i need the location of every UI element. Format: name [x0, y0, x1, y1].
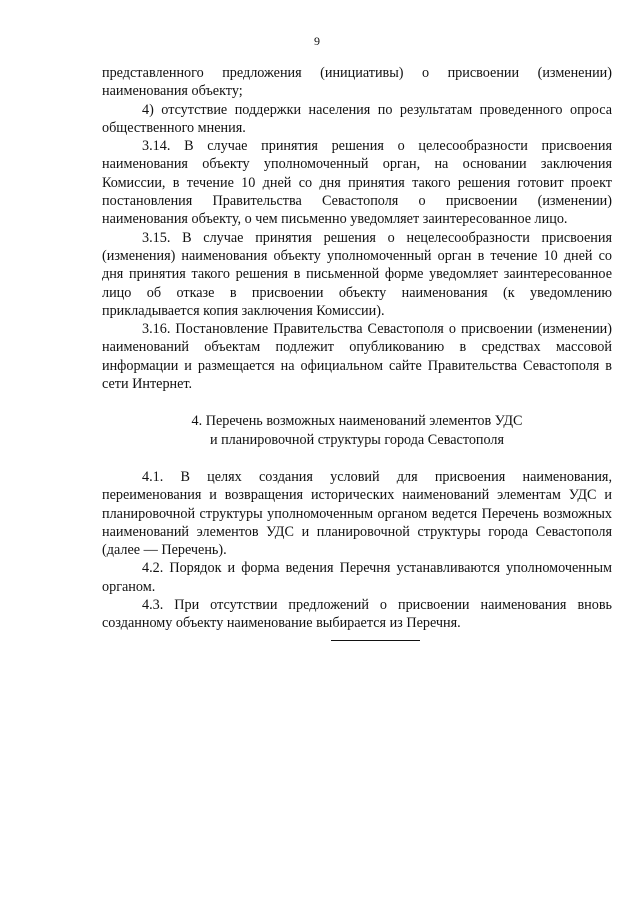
page-number: 9	[314, 34, 320, 48]
paragraph-item-4: 4) отсутствие поддержки населения по результатам проведенного опроса общественного мнения.	[102, 101, 612, 136]
paragraph-4-2: 4.2. Порядок и форма ведения Перечня устанавливаются уполномоченным органом.	[102, 560, 612, 595]
section-heading	[102, 412, 612, 449]
section-heading-line-1: 4. Перечень возможных наименований элементов УДС	[191, 413, 523, 430]
paragraph-3-16: 3.16. Постановление Правительства Севастополя о присвоении (изменении) наименований объектам подлежит опубликованию в средствах массовой информации и размещается на официальном сайте Правительства Севастополя в сети Интернет.	[102, 321, 612, 393]
end-rule	[331, 640, 420, 641]
section-heading-line-2: и планировочной структуры города Севастополя	[209, 431, 505, 448]
paragraph-4-1: 4.1. В целях создания условий для присвоения наименования, переименования и возвращения исторических наименований элементам УДС и планировочной структуры уполномоченным органом ведется Перечень возможных наименований элементов УДС и планировочной структуры города Севастополя (далее — Перечень).	[102, 468, 612, 559]
document-body	[102, 64, 612, 633]
paragraph-3-14: 3.14. В случае принятия решения о целесообразности присвоения наименования объекту уполномоченный орган, на основании заключения Комиссии, в течение 10 дней со дня принятия такого решения готовит проект постановления Правительства Севастополя о присвоении (изменении) наименования объекту, о чем письменно уведомляет заинтересованное лицо.	[102, 138, 612, 228]
paragraph-3-15: 3.15. В случае принятия решения о нецелесообразности присвоения (изменения) наименования объекту уполномоченный орган в течение 10 дней со дня принятия такого решения в письменной форме уведомляет заинтересованное лицо об отказе в присвоении объекту наименования (к уведомлению прикладывается копия заключения Комиссии).	[102, 229, 612, 319]
paragraph-continuation: представленного предложения (инициативы) о присвоении (изменении) наименования объекту;	[102, 65, 612, 100]
paragraph-4-3: 4.3. При отсутствии предложений о присвоении наименования вновь созданному объекту наименование выбирается из Перечня.	[102, 597, 612, 632]
